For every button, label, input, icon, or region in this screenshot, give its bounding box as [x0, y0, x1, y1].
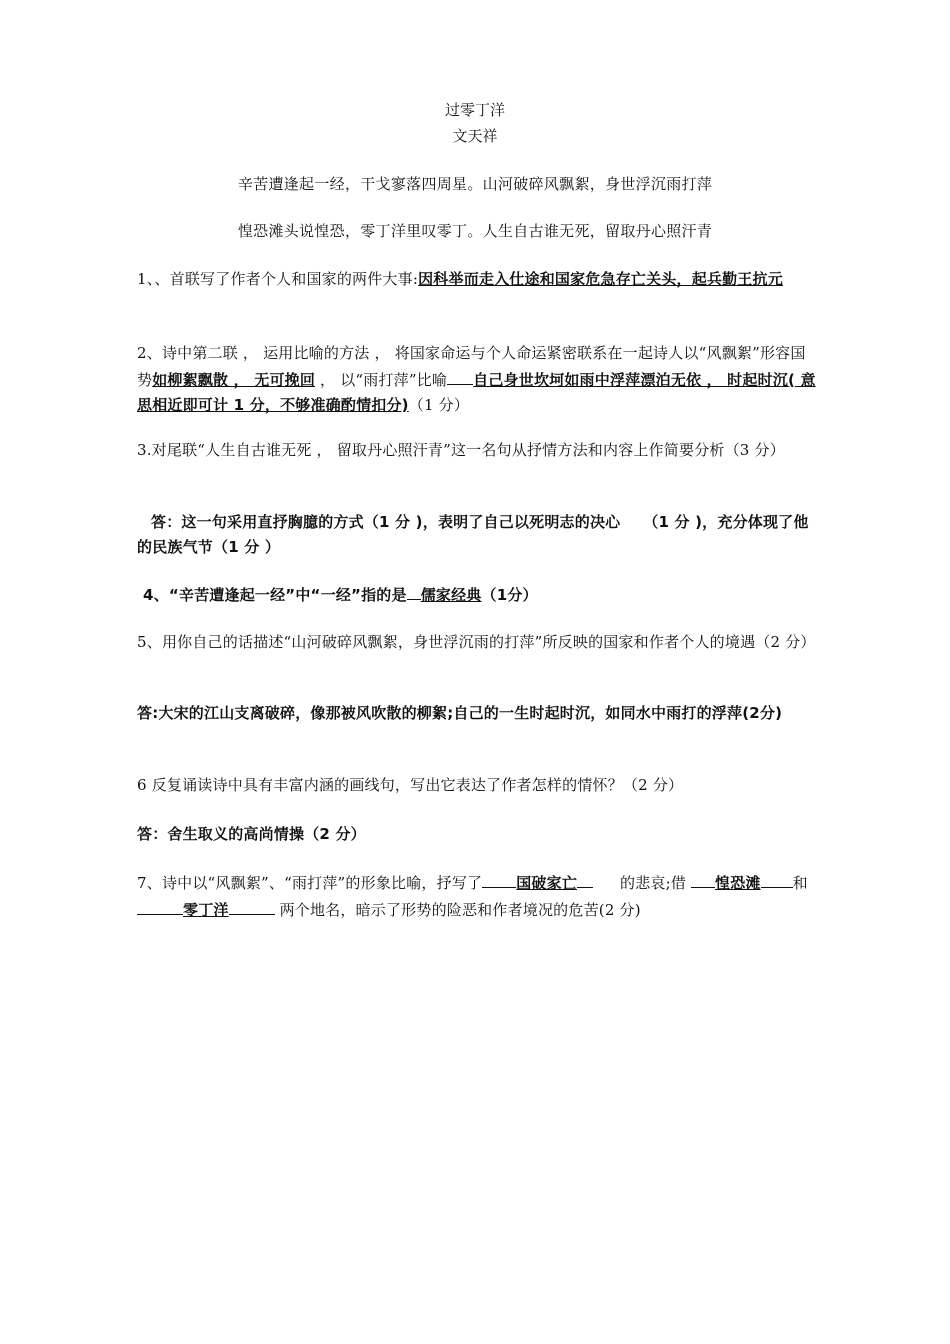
- question-7-blank-a2: [577, 869, 593, 888]
- question-4-answer: 儒家经典: [420, 586, 482, 604]
- question-6-text: 6 反复诵读诗中具有丰富内涵的画线句，写出它表达了作者怎样的情怀？（2 分）: [137, 776, 684, 794]
- question-7-text-a: 7、诗中以“风飘絮”、“雨打萍”的形象比喻，抒写了: [137, 874, 483, 892]
- question-6: [137, 773, 817, 798]
- question-3-text: 3.对尾联“人生自古谁无死 ， 留取丹心照汗青”这一名句从抒情方法和内容上作简要分析（3 分）: [137, 441, 785, 459]
- question-1-text: 1、、首联写了作者个人和国家的两件大事:: [137, 270, 419, 288]
- question-7-blank-b2: [761, 869, 793, 888]
- question-5-answer: 答:大宋的江山支离破碎，像那被风吹散的柳絮;自己的一生时起时沉，如同水中雨打的浮萍(2分): [137, 704, 783, 722]
- question-7-answer-a: 国破家亡: [516, 874, 578, 892]
- question-3-answer: 答：这一句采用直抒胸臆的方式（1 分 )，表明了自己以死明志的决心 （1 分 )，充分体现了他的民族气节（1 分 ）: [137, 513, 809, 556]
- question-4-blank: [407, 581, 421, 600]
- question-2-answer-b: 自己身世坎坷如雨中浮萍漂泊无依 ， 时起时沉( 意思相近即可计 1 分，不够准确酌情扣分): [137, 371, 816, 414]
- question-4-text: 4、“辛苦遭逢起一经”中“一经”指的是: [143, 586, 407, 604]
- question-1: [137, 267, 817, 292]
- question-7-blank-c1: [137, 896, 183, 915]
- question-7-text-b: 的悲哀;借: [620, 874, 687, 892]
- question-2: [137, 341, 817, 418]
- poem-author: 文天祥: [452, 127, 498, 145]
- question-1-answer: 因科举而走入仕途和国家危急存亡关头，起兵勤王抗元: [418, 270, 783, 288]
- question-5-text: 5、用你自己的话描述“山河破碎风飘絮，身世浮沉雨的打萍”所反映的国家和作者个人的境遇（2 分）: [137, 633, 816, 651]
- question-7-blank-c2: [229, 896, 275, 915]
- poem-title: 过零丁洋: [444, 101, 505, 119]
- question-7-answer-c: 零丁洋: [183, 901, 229, 919]
- question-2-blank: [447, 366, 473, 385]
- question-7-answer-b: 惶恐滩: [715, 874, 761, 892]
- question-7-text-d: 两个地名，暗示了形势的险恶和作者境况的危苦(2 分): [279, 901, 641, 919]
- question-2-score: （1 分）: [408, 396, 470, 414]
- question-2-text-b: ， 以“雨打萍”比喻: [315, 371, 448, 389]
- poem-line-1: 辛苦遭逢起一经，干戈寥落四周星。山河破碎风飘絮，身世浮沉雨打萍: [237, 175, 713, 193]
- question-2-answer-a: 如柳絮飘散 ， 无可挽回: [152, 371, 316, 389]
- question-5: [137, 630, 817, 655]
- question-2-text-a: 2、诗中第二联 ， 运用比喻的方法 ， 将国家命运与个人命运紧密联系在一起诗人以“风飘絮”形容国势: [137, 344, 806, 389]
- question-4: [143, 581, 823, 608]
- poem-line-2: 惶恐滩头说惶恐，零丁洋里叹零丁。人生自古谁无死，留取丹心照汗青: [237, 222, 713, 240]
- question-7-blank-b1: [691, 869, 715, 888]
- question-7-text-c: 和: [792, 874, 808, 892]
- question-7: [137, 869, 817, 923]
- question-6-answer: 答：舍生取义的高尚情操（2 分）: [137, 825, 366, 843]
- question-3: [137, 438, 817, 463]
- question-4-score: （1分）: [481, 586, 538, 604]
- question-7-blank-a1: [482, 869, 516, 888]
